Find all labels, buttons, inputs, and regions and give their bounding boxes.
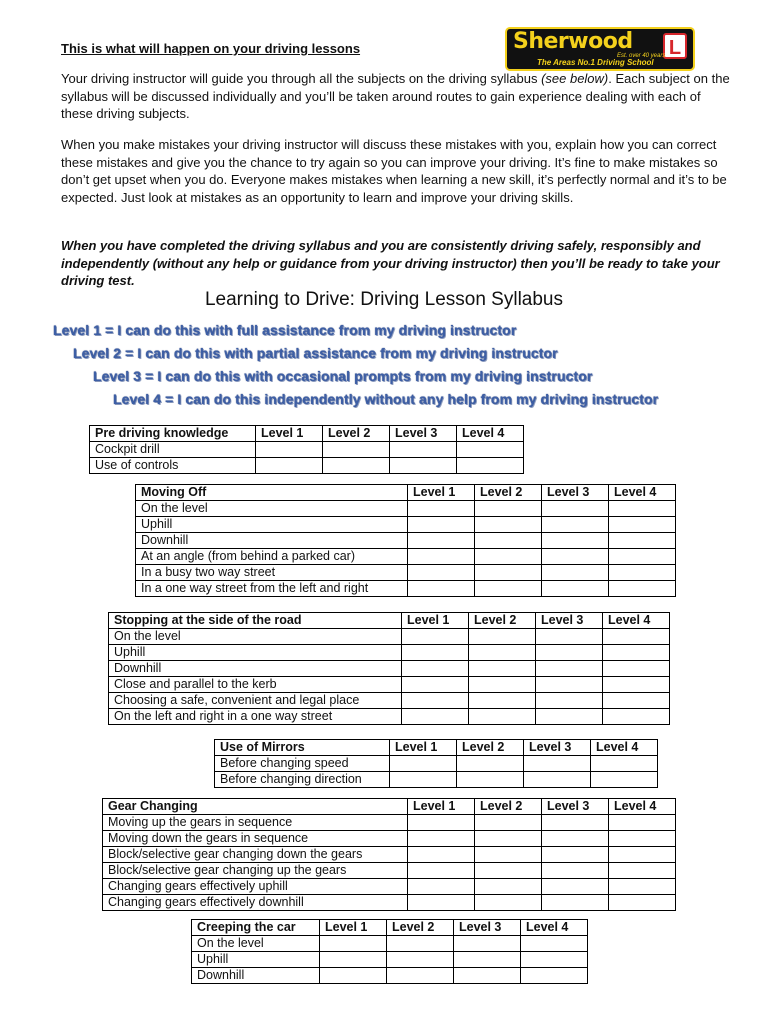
skill-label: Downhill (192, 968, 320, 984)
level-3-checkbox-cell[interactable] (536, 709, 603, 725)
level-4-header: Level 4 (591, 740, 658, 756)
level-4-checkbox-cell[interactable] (609, 517, 676, 533)
level-3-checkbox-cell[interactable] (454, 952, 521, 968)
level-4-header: Level 4 (521, 920, 588, 936)
table-row (136, 581, 676, 597)
level-2-checkbox-cell[interactable] (475, 517, 542, 533)
table-row (103, 879, 676, 895)
skill-label: Before changing speed (215, 756, 390, 772)
level-2-checkbox-cell[interactable] (475, 565, 542, 581)
level-2-header: Level 2 (469, 613, 536, 629)
syllabus-table-pre-driving-knowledge (89, 425, 524, 474)
level-2-checkbox-cell[interactable] (387, 968, 454, 984)
level-3-checkbox-cell[interactable] (524, 756, 591, 772)
level-2-checkbox-cell[interactable] (475, 581, 542, 597)
skill-label: In a busy two way street (136, 565, 408, 581)
table-row (109, 645, 670, 661)
skill-label: Choosing a safe, convenient and legal place (109, 693, 402, 709)
level-4-checkbox-cell[interactable] (609, 879, 676, 895)
level-3-checkbox-cell[interactable] (542, 517, 609, 533)
level-2-checkbox-cell[interactable] (457, 772, 524, 788)
level-1-definition: Level 1 = I can do this with full assistance from my driving instructor (53, 322, 517, 338)
intro-p1-text: Your driving instructor will guide you through all the subjects on the driving syllabus (61, 71, 542, 86)
syllabus-table-stopping-at-the-side-of-the-road (108, 612, 670, 725)
level-3-checkbox-cell[interactable] (454, 968, 521, 984)
table-title: Gear Changing (103, 799, 408, 815)
table-title: Stopping at the side of the road (109, 613, 402, 629)
level-4-checkbox-cell[interactable] (609, 863, 676, 879)
skill-label: At an angle (from behind a parked car) (136, 549, 408, 565)
level-2-header: Level 2 (387, 920, 454, 936)
table-row (192, 952, 588, 968)
level-3-checkbox-cell[interactable] (542, 895, 609, 911)
level-1-header: Level 1 (320, 920, 387, 936)
table-row (109, 677, 670, 693)
level-2-checkbox-cell[interactable] (323, 442, 390, 458)
level-2-checkbox-cell[interactable] (469, 709, 536, 725)
level-1-header: Level 1 (402, 613, 469, 629)
level-3-checkbox-cell[interactable] (542, 565, 609, 581)
level-3-checkbox-cell[interactable] (542, 879, 609, 895)
level-1-checkbox-cell[interactable] (256, 458, 323, 474)
level-4-header: Level 4 (609, 485, 676, 501)
level-4-checkbox-cell[interactable] (609, 847, 676, 863)
level-4-checkbox-cell[interactable] (521, 952, 588, 968)
table-row (215, 756, 658, 772)
level-2-checkbox-cell[interactable] (475, 895, 542, 911)
level-4-checkbox-cell[interactable] (521, 968, 588, 984)
level-1-checkbox-cell[interactable] (402, 677, 469, 693)
level-3-checkbox-cell[interactable] (536, 629, 603, 645)
level-3-header: Level 3 (524, 740, 591, 756)
level-2-checkbox-cell[interactable] (475, 549, 542, 565)
level-4-checkbox-cell[interactable] (609, 581, 676, 597)
level-3-header: Level 3 (390, 426, 457, 442)
level-2-checkbox-cell[interactable] (457, 756, 524, 772)
level-2-checkbox-cell[interactable] (387, 952, 454, 968)
table-header-row (215, 740, 658, 756)
level-4-checkbox-cell[interactable] (609, 831, 676, 847)
level-4-checkbox-cell[interactable] (603, 645, 670, 661)
level-4-header: Level 4 (603, 613, 670, 629)
level-2-checkbox-cell[interactable] (469, 645, 536, 661)
level-3-checkbox-cell[interactable] (542, 847, 609, 863)
table-row (136, 517, 676, 533)
table-row (109, 661, 670, 677)
level-2-checkbox-cell[interactable] (475, 533, 542, 549)
level-4-checkbox-cell[interactable] (609, 815, 676, 831)
level-1-checkbox-cell[interactable] (408, 565, 475, 581)
level-2-checkbox-cell[interactable] (387, 936, 454, 952)
skill-label: Cockpit drill (90, 442, 256, 458)
level-1-checkbox-cell[interactable] (320, 936, 387, 952)
skill-label: Block/selective gear changing down the gears (103, 847, 408, 863)
level-1-header: Level 1 (408, 485, 475, 501)
skill-label: Uphill (109, 645, 402, 661)
table-row (103, 847, 676, 863)
level-3-checkbox-cell[interactable] (542, 581, 609, 597)
intro-paragraph-2: When you make mistakes your driving instructor will discuss these mistakes with you, explain how you can correct these mistakes and give you the chance to try again so you can improve your driving. It’s fine to make mistakes so don’t get upset when you do. Everyone makes mistakes when learning a new skill, it’s perfectly normal and it’s to be expected. Just look at mistakes as an opportunity to learn and improve your driving skills. (61, 137, 727, 205)
syllabus-table-moving-off (135, 484, 676, 597)
table-row (109, 629, 670, 645)
syllabus-title: Learning to Drive: Driving Lesson Syllabus (204, 289, 563, 310)
level-1-checkbox-cell[interactable] (320, 968, 387, 984)
level-1-checkbox-cell[interactable] (320, 952, 387, 968)
level-2-checkbox-cell[interactable] (475, 863, 542, 879)
level-3-checkbox-cell[interactable] (536, 645, 603, 661)
level-2-checkbox-cell[interactable] (475, 831, 542, 847)
skill-label: Moving down the gears in sequence (103, 831, 408, 847)
table-row (103, 895, 676, 911)
table-row (90, 458, 524, 474)
level-3-checkbox-cell[interactable] (454, 936, 521, 952)
level-1-checkbox-cell[interactable] (390, 772, 457, 788)
level-2-checkbox-cell[interactable] (469, 693, 536, 709)
table-title: Pre driving knowledge (90, 426, 256, 442)
l-plate-icon: L (663, 33, 687, 59)
level-2-checkbox-cell[interactable] (475, 501, 542, 517)
skill-label: Uphill (136, 517, 408, 533)
level-1-checkbox-cell[interactable] (408, 879, 475, 895)
level-3-header: Level 3 (536, 613, 603, 629)
level-4-checkbox-cell[interactable] (457, 442, 524, 458)
skill-label: Uphill (192, 952, 320, 968)
logo-established: Est. over 40 years (617, 53, 666, 59)
level-3-checkbox-cell[interactable] (390, 442, 457, 458)
level-1-checkbox-cell[interactable] (390, 756, 457, 772)
table-row (136, 565, 676, 581)
level-4-header: Level 4 (609, 799, 676, 815)
table-header-row (103, 799, 676, 815)
skill-label: Changing gears effectively uphill (103, 879, 408, 895)
skill-label: Block/selective gear changing up the gears (103, 863, 408, 879)
logo-tagline: The Areas No.1 Driving School (537, 58, 654, 67)
table-row (109, 709, 670, 725)
level-4-checkbox-cell[interactable] (591, 772, 658, 788)
level-3-checkbox-cell[interactable] (542, 533, 609, 549)
level-1-header: Level 1 (390, 740, 457, 756)
table-header-row (109, 613, 670, 629)
level-4-checkbox-cell[interactable] (603, 693, 670, 709)
level-1-header: Level 1 (408, 799, 475, 815)
skill-label: On the level (192, 936, 320, 952)
table-title: Use of Mirrors (215, 740, 390, 756)
level-4-checkbox-cell[interactable] (609, 501, 676, 517)
level-4-definition: Level 4 = I can do this independently without any help from my driving instructor (113, 391, 659, 407)
level-1-header: Level 1 (256, 426, 323, 442)
level-2-header: Level 2 (457, 740, 524, 756)
level-1-checkbox-cell[interactable] (402, 709, 469, 725)
syllabus-table-gear-changing (102, 798, 676, 911)
level-3-checkbox-cell[interactable] (536, 661, 603, 677)
level-2-definition: Level 2 = I can do this with partial assistance from my driving instructor (73, 345, 558, 361)
level-2-header: Level 2 (475, 485, 542, 501)
skill-label: Use of controls (90, 458, 256, 474)
level-3-header: Level 3 (542, 799, 609, 815)
level-3-checkbox-cell[interactable] (524, 772, 591, 788)
level-1-checkbox-cell[interactable] (408, 581, 475, 597)
intro-p1-rest: . Each subject on the syllabus will be discussed individually and you’ll be taken around routes to gain experience dealing with each of these driving subjects. (61, 71, 730, 121)
level-1-checkbox-cell[interactable] (256, 442, 323, 458)
table-row (192, 968, 588, 984)
level-3-checkbox-cell[interactable] (542, 501, 609, 517)
level-1-checkbox-cell[interactable] (408, 863, 475, 879)
level-1-checkbox-cell[interactable] (408, 533, 475, 549)
level-2-header: Level 2 (475, 799, 542, 815)
level-2-checkbox-cell[interactable] (475, 815, 542, 831)
skill-label: Moving up the gears in sequence (103, 815, 408, 831)
level-4-checkbox-cell[interactable] (609, 895, 676, 911)
level-4-checkbox-cell[interactable] (603, 629, 670, 645)
table-header-row (136, 485, 676, 501)
syllabus-table-creeping-the-car (191, 919, 588, 984)
level-2-checkbox-cell[interactable] (323, 458, 390, 474)
skill-label: Downhill (136, 533, 408, 549)
skill-label: Changing gears effectively downhill (103, 895, 408, 911)
table-row (192, 936, 588, 952)
level-4-checkbox-cell[interactable] (603, 709, 670, 725)
skill-label: On the level (136, 501, 408, 517)
level-2-header: Level 2 (323, 426, 390, 442)
skill-label: On the level (109, 629, 402, 645)
table-row (136, 533, 676, 549)
table-row (109, 693, 670, 709)
level-3-checkbox-cell[interactable] (542, 815, 609, 831)
level-1-checkbox-cell[interactable] (408, 815, 475, 831)
intro-paragraph-3: When you have completed the driving syllabus and you are consistently driving safely, responsibly and independently (without any help or guidance from your driving instructor) then you’ll be ready to take your driving test. (61, 238, 720, 288)
intro-paragraph-1 (61, 70, 731, 123)
syllabus-table-use-of-mirrors (214, 739, 658, 788)
level-1-checkbox-cell[interactable] (408, 501, 475, 517)
table-title: Moving Off (136, 485, 408, 501)
level-1-checkbox-cell[interactable] (408, 847, 475, 863)
table-title: Creeping the car (192, 920, 320, 936)
table-row (136, 549, 676, 565)
level-3-checkbox-cell[interactable] (542, 831, 609, 847)
level-1-checkbox-cell[interactable] (408, 517, 475, 533)
logo-name: Sherwood (513, 29, 633, 54)
skill-label: Downhill (109, 661, 402, 677)
table-row (103, 815, 676, 831)
level-3-checkbox-cell[interactable] (542, 549, 609, 565)
level-4-checkbox-cell[interactable] (521, 936, 588, 952)
level-1-checkbox-cell[interactable] (402, 693, 469, 709)
level-4-checkbox-cell[interactable] (603, 661, 670, 677)
level-4-checkbox-cell[interactable] (609, 565, 676, 581)
level-4-checkbox-cell[interactable] (609, 533, 676, 549)
level-1-checkbox-cell[interactable] (402, 629, 469, 645)
level-4-checkbox-cell[interactable] (609, 549, 676, 565)
level-1-checkbox-cell[interactable] (408, 549, 475, 565)
level-4-header: Level 4 (457, 426, 524, 442)
skill-label: Close and parallel to the kerb (109, 677, 402, 693)
level-4-checkbox-cell[interactable] (603, 677, 670, 693)
level-2-checkbox-cell[interactable] (469, 661, 536, 677)
page-heading: This is what will happen on your driving lessons (61, 41, 361, 56)
skill-label: Before changing direction (215, 772, 390, 788)
skill-label: In a one way street from the left and right (136, 581, 408, 597)
level-3-checkbox-cell[interactable] (536, 677, 603, 693)
level-1-checkbox-cell[interactable] (408, 831, 475, 847)
table-header-row (192, 920, 588, 936)
level-1-checkbox-cell[interactable] (402, 661, 469, 677)
table-header-row (90, 426, 524, 442)
level-2-checkbox-cell[interactable] (469, 629, 536, 645)
level-2-checkbox-cell[interactable] (475, 847, 542, 863)
level-2-checkbox-cell[interactable] (469, 677, 536, 693)
level-3-definition: Level 3 = I can do this with occasional prompts from my driving instructor (93, 368, 593, 384)
sherwood-logo (505, 27, 695, 71)
level-3-checkbox-cell[interactable] (542, 863, 609, 879)
table-row (103, 831, 676, 847)
level-4-checkbox-cell[interactable] (591, 756, 658, 772)
level-1-checkbox-cell[interactable] (402, 645, 469, 661)
level-3-checkbox-cell[interactable] (390, 458, 457, 474)
skill-label: On the left and right in a one way street (109, 709, 402, 725)
level-4-checkbox-cell[interactable] (457, 458, 524, 474)
table-row (136, 501, 676, 517)
level-2-checkbox-cell[interactable] (475, 879, 542, 895)
table-row (90, 442, 524, 458)
level-3-checkbox-cell[interactable] (536, 693, 603, 709)
level-1-checkbox-cell[interactable] (408, 895, 475, 911)
table-row (103, 863, 676, 879)
intro-p1-see-below: (see below) (541, 71, 609, 86)
level-3-header: Level 3 (454, 920, 521, 936)
level-3-header: Level 3 (542, 485, 609, 501)
table-row (215, 772, 658, 788)
